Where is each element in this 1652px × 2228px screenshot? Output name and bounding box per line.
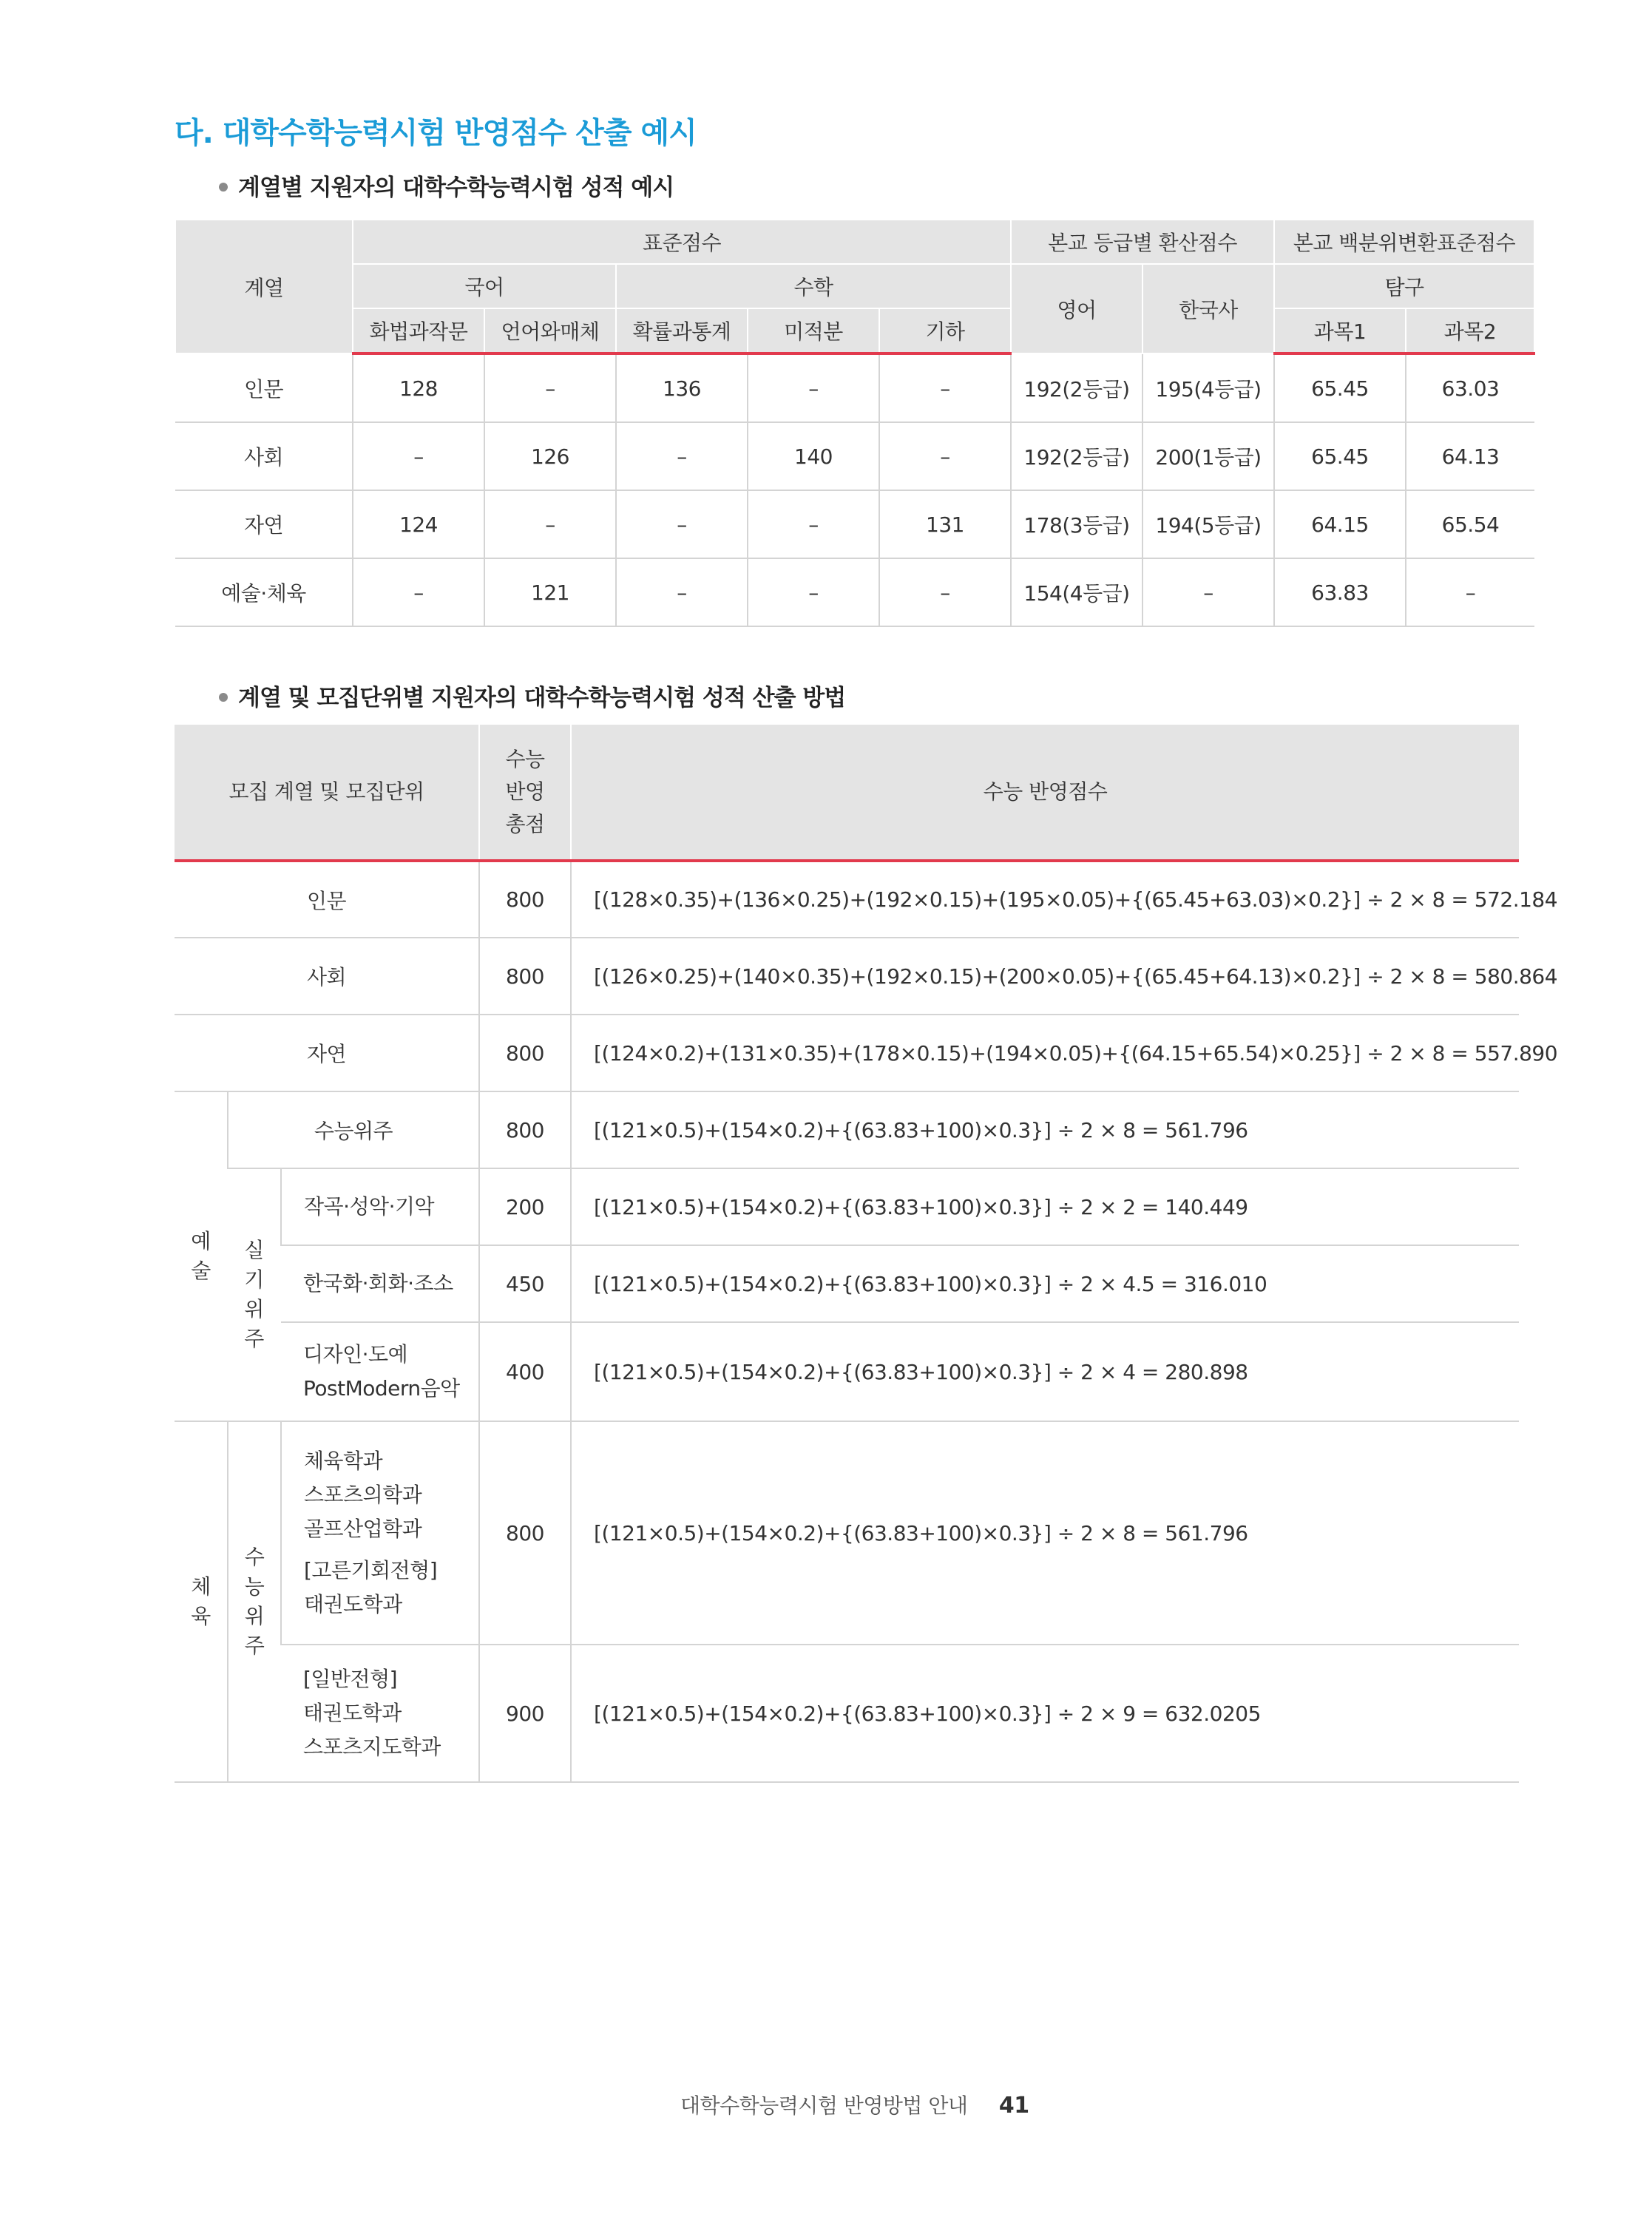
header-math-sub2: 미적분 bbox=[748, 308, 879, 353]
sports-label: 체 육 bbox=[175, 1421, 228, 1782]
table-cell: – bbox=[353, 422, 484, 490]
table-cell: – bbox=[484, 353, 616, 422]
table-cell: 154(4등급) bbox=[1011, 558, 1142, 626]
table-row bbox=[175, 1322, 1519, 1421]
score-example-table bbox=[175, 219, 1535, 627]
header-inquiry-sub2: 과목2 bbox=[1406, 308, 1534, 353]
section-title-text: 계열별 지원자의 대학수학능력시험 성적 예시 bbox=[238, 175, 674, 201]
total-cell: 200 bbox=[479, 1168, 571, 1245]
header-standard-score: 표준점수 bbox=[353, 220, 1011, 264]
score-calculation-table bbox=[175, 725, 1558, 1783]
table-cell: 136 bbox=[616, 353, 748, 422]
table-cell: – bbox=[353, 558, 484, 626]
row-label: 자연 bbox=[175, 490, 353, 558]
table-cell: 64.13 bbox=[1406, 422, 1534, 490]
formula-cell: [(126×0.25)+(140×0.35)+(192×0.15)+(200×0.05)+{(65.45+64.13)×0.2}] ÷ 2 × 8 = 580.864 bbox=[571, 938, 1519, 1015]
header-english: 영어 bbox=[1011, 264, 1142, 353]
row-label: 인문 bbox=[175, 353, 353, 422]
formula-cell: [(128×0.35)+(136×0.25)+(192×0.15)+(195×0.05)+{(65.45+63.03)×0.2}] ÷ 2 × 8 = 572.184 bbox=[571, 861, 1519, 938]
header-korean-sub1: 화법과작문 bbox=[353, 308, 484, 353]
page-footer bbox=[680, 2090, 1029, 2119]
header-math-sub3: 기하 bbox=[879, 308, 1011, 353]
table-cell: 178(3등급) bbox=[1011, 490, 1142, 558]
table-cell: – bbox=[1142, 558, 1274, 626]
formula-cell: [(121×0.5)+(154×0.2)+{(63.83+100)×0.3}] ÷ 2 × 4.5 = 316.010 bbox=[571, 1245, 1519, 1322]
table-row bbox=[175, 1091, 1519, 1168]
table-cell: 65.54 bbox=[1406, 490, 1534, 558]
table-row bbox=[175, 490, 1534, 558]
total-cell: 800 bbox=[479, 1421, 571, 1645]
formula-cell: [(121×0.5)+(154×0.2)+{(63.83+100)×0.3}] ÷ 2 × 4 = 280.898 bbox=[571, 1322, 1519, 1421]
formula-cell: [(121×0.5)+(154×0.2)+{(63.83+100)×0.3}] ÷ 2 × 2 = 140.449 bbox=[571, 1168, 1519, 1245]
table-cell: – bbox=[748, 490, 879, 558]
table-row bbox=[175, 558, 1534, 626]
unit-cell: 한국화·회화·조소 bbox=[281, 1245, 479, 1322]
unit-cell: 사회 bbox=[175, 938, 479, 1015]
table-cell: – bbox=[616, 490, 748, 558]
table-cell: – bbox=[616, 422, 748, 490]
table-row bbox=[175, 938, 1519, 1015]
page-number: 41 bbox=[998, 2093, 1029, 2119]
table-cell: – bbox=[748, 353, 879, 422]
formula-cell: [(121×0.5)+(154×0.2)+{(63.83+100)×0.3}] ÷ 2 × 8 = 561.796 bbox=[571, 1091, 1519, 1168]
table-cell: – bbox=[879, 422, 1011, 490]
formula-cell: [(124×0.2)+(131×0.35)+(178×0.15)+(194×0.05)+{(64.15+65.54)×0.25}] ÷ 2 × 8 = 557.890 bbox=[571, 1015, 1519, 1091]
table-row bbox=[175, 861, 1519, 938]
table-cell: 194(5등급) bbox=[1142, 490, 1274, 558]
row-label: 예술·체육 bbox=[175, 558, 353, 626]
footer-text: 대학수학능력시험 반영방법 안내 bbox=[680, 2093, 968, 2118]
total-cell: 800 bbox=[479, 1015, 571, 1091]
page-title: 다. 대학수학능력시험 반영점수 산출 예시 bbox=[175, 116, 697, 150]
header-history: 한국사 bbox=[1142, 264, 1274, 353]
total-cell: 450 bbox=[479, 1245, 571, 1322]
unit-cell: 인문 bbox=[175, 861, 479, 938]
formula-cell: [(121×0.5)+(154×0.2)+{(63.83+100)×0.3}] ÷ 2 × 8 = 561.796 bbox=[571, 1421, 1519, 1645]
table-row bbox=[175, 1245, 1519, 1322]
arts-label: 예 술 bbox=[175, 1091, 228, 1421]
header-math: 수학 bbox=[616, 264, 1011, 308]
total-cell: 800 bbox=[479, 938, 571, 1015]
table-cell: 200(1등급) bbox=[1142, 422, 1274, 490]
table-cell: 124 bbox=[353, 490, 484, 558]
table-row bbox=[175, 422, 1534, 490]
header-score: 수능 반영점수 bbox=[571, 725, 1519, 861]
unit-cell: 작곡·성악·기악 bbox=[281, 1168, 479, 1245]
total-cell: 900 bbox=[479, 1645, 571, 1782]
table-cell: 131 bbox=[879, 490, 1011, 558]
suneung-label: 수 능 위 주 bbox=[228, 1421, 281, 1782]
practical-label: 실 기 위 주 bbox=[228, 1168, 281, 1421]
total-cell: 800 bbox=[479, 861, 571, 938]
table-row bbox=[175, 353, 1534, 422]
header-total: 수능 반영 총점 bbox=[479, 725, 571, 861]
table-cell: 65.45 bbox=[1274, 422, 1406, 490]
total-cell: 800 bbox=[479, 1091, 571, 1168]
header-korean: 국어 bbox=[353, 264, 616, 308]
header-inquiry: 탐구 bbox=[1274, 264, 1534, 308]
bullet-icon bbox=[219, 183, 228, 192]
unit-cell: 수능위주 bbox=[228, 1091, 479, 1168]
table-cell: 121 bbox=[484, 558, 616, 626]
table-cell: – bbox=[1406, 558, 1534, 626]
unit-cell: 자연 bbox=[175, 1015, 479, 1091]
table-cell: – bbox=[879, 558, 1011, 626]
table-cell: – bbox=[616, 558, 748, 626]
unit-cell: [일반전형] 태권도학과 스포츠지도학과 bbox=[281, 1645, 479, 1782]
table-cell: – bbox=[748, 558, 879, 626]
table-cell: – bbox=[879, 353, 1011, 422]
table-row bbox=[175, 1421, 1519, 1645]
table-row bbox=[175, 1645, 1519, 1782]
header-percentile-conversion: 본교 백분위변환표준점수 bbox=[1274, 220, 1534, 264]
table-row bbox=[175, 1168, 1519, 1245]
header-unit: 모집 계열 및 모집단위 bbox=[175, 725, 479, 861]
table-cell: 126 bbox=[484, 422, 616, 490]
section-title-calc-method bbox=[219, 679, 845, 712]
table-cell: 65.45 bbox=[1274, 353, 1406, 422]
header-korean-sub2: 언어와매체 bbox=[484, 308, 616, 353]
table-cell: 140 bbox=[748, 422, 879, 490]
total-cell: 400 bbox=[479, 1322, 571, 1421]
formula-cell: [(121×0.5)+(154×0.2)+{(63.83+100)×0.3}] ÷ 2 × 9 = 632.0205 bbox=[571, 1645, 1519, 1782]
header-inquiry-sub1: 과목1 bbox=[1274, 308, 1406, 353]
table-row bbox=[175, 1015, 1519, 1091]
table-cell: 64.15 bbox=[1274, 490, 1406, 558]
section-title-text: 계열 및 모집단위별 지원자의 대학수학능력시험 성적 산출 방법 bbox=[238, 685, 846, 711]
table-cell: 192(2등급) bbox=[1011, 422, 1142, 490]
row-label: 사회 bbox=[175, 422, 353, 490]
unit-cell: 체육학과 스포츠의학과 골프산업학과 [고른기회전형] 태권도학과 bbox=[281, 1421, 479, 1645]
bullet-icon bbox=[219, 693, 228, 702]
table-cell: 195(4등급) bbox=[1142, 353, 1274, 422]
section-title-score-example bbox=[219, 169, 674, 202]
unit-cell: 디자인·도예 PostModern음악 bbox=[281, 1322, 479, 1421]
table-cell: 63.83 bbox=[1274, 558, 1406, 626]
table-cell: 192(2등급) bbox=[1011, 353, 1142, 422]
header-grade-conversion: 본교 등급별 환산점수 bbox=[1011, 220, 1274, 264]
header-gyeyeol: 계열 bbox=[175, 220, 353, 353]
table-cell: 128 bbox=[353, 353, 484, 422]
table-cell: 63.03 bbox=[1406, 353, 1534, 422]
header-math-sub1: 확률과통계 bbox=[616, 308, 748, 353]
table-cell: – bbox=[484, 490, 616, 558]
